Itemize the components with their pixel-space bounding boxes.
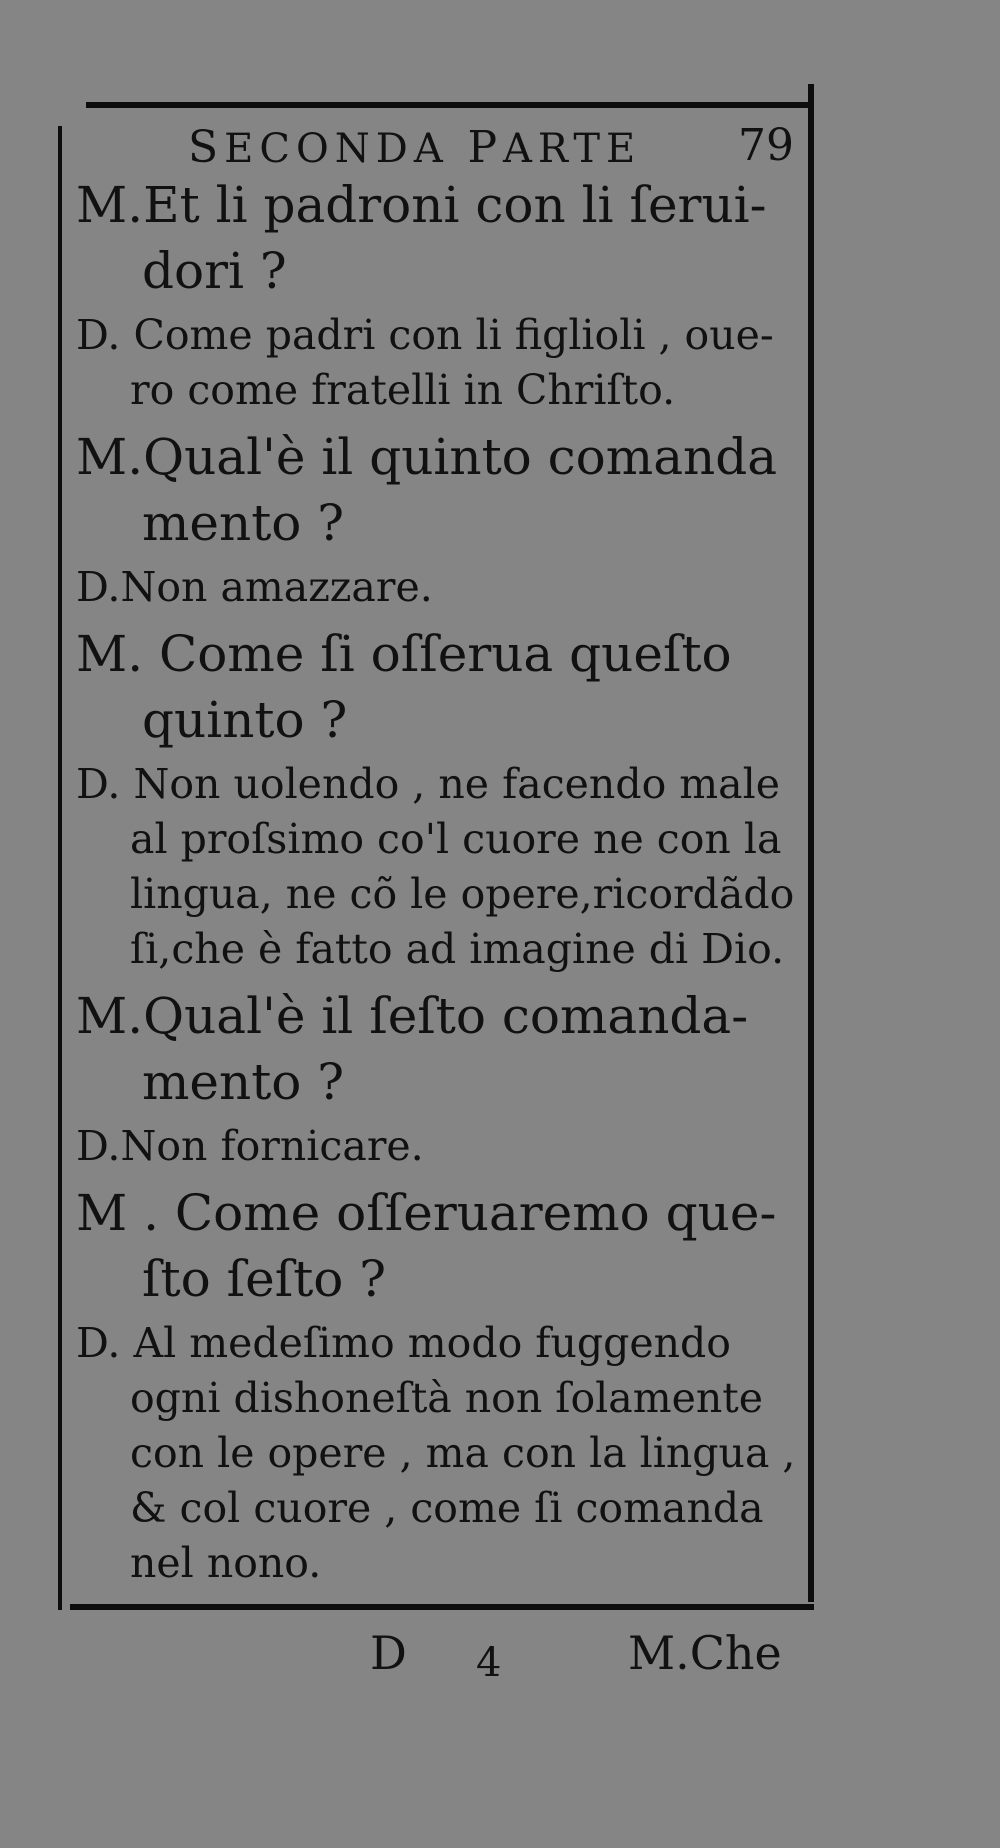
- text-line: M.Qual'è il ſeſto comanda-: [76, 987, 749, 1045]
- answer-entry: [76, 1119, 806, 1174]
- text-line: D. Al medeſimo modo fuggendo: [76, 1319, 731, 1367]
- running-title: SECONDA PARTE: [188, 122, 642, 173]
- signature-number: 4: [476, 1640, 502, 1686]
- page-number: 79: [738, 120, 794, 171]
- text-line: M. Come ſi oſſerua queſto: [76, 625, 732, 683]
- text-line: ſi,che è fatto ad imagine di Dio.: [130, 925, 785, 973]
- text-line: M . Come oſſeruaremo que-: [76, 1184, 777, 1242]
- text-line: M.Qual'è il quinto comanda: [76, 428, 778, 486]
- frame-rule-bottom: [70, 1604, 814, 1610]
- question-entry: [76, 172, 806, 304]
- text-line: M.Et li padroni con li ſerui-: [76, 176, 767, 234]
- text-line: mento ?: [142, 494, 345, 552]
- text-line: ſto ſeſto ?: [142, 1250, 387, 1308]
- question-entry: [76, 1180, 806, 1312]
- signature-mark: D: [370, 1626, 407, 1680]
- dialogue-text: [76, 172, 806, 1591]
- catchword: M.Che: [628, 1626, 782, 1680]
- question-entry: [76, 424, 806, 556]
- frame-rule-left: [58, 126, 62, 1610]
- text-line: D.Non amazzare.: [76, 563, 433, 611]
- text-line: D. Non uolendo , ne facendo male: [76, 760, 780, 808]
- text-line: lingua, ne cõ le opere,ricordãdo: [130, 870, 795, 918]
- text-line: con le opere , ma con la lingua ,: [130, 1429, 796, 1477]
- question-entry: [76, 983, 806, 1115]
- answer-entry: [76, 308, 806, 418]
- text-line: nel nono.: [130, 1539, 322, 1587]
- answer-entry: [76, 560, 806, 615]
- text-line: quinto ?: [142, 691, 348, 749]
- text-line: & col cuore , come ſi comanda: [130, 1484, 764, 1532]
- text-line: dori ?: [142, 242, 287, 300]
- text-line: ogni dishoneſtà non ſolamente: [130, 1374, 763, 1422]
- text-line: D.Non fornicare.: [76, 1122, 424, 1170]
- text-line: al proſsimo co'l cuore ne con la: [130, 815, 782, 863]
- text-line: D. Come padri con li figlioli , oue-: [76, 311, 774, 359]
- frame-rule-right: [808, 84, 814, 1602]
- text-line: mento ?: [142, 1053, 345, 1111]
- text-line: ro come fratelli in Chriſto.: [130, 366, 676, 414]
- answer-entry: [76, 1316, 806, 1591]
- frame-rule-top: [86, 102, 810, 108]
- answer-entry: [76, 757, 806, 977]
- question-entry: [76, 621, 806, 753]
